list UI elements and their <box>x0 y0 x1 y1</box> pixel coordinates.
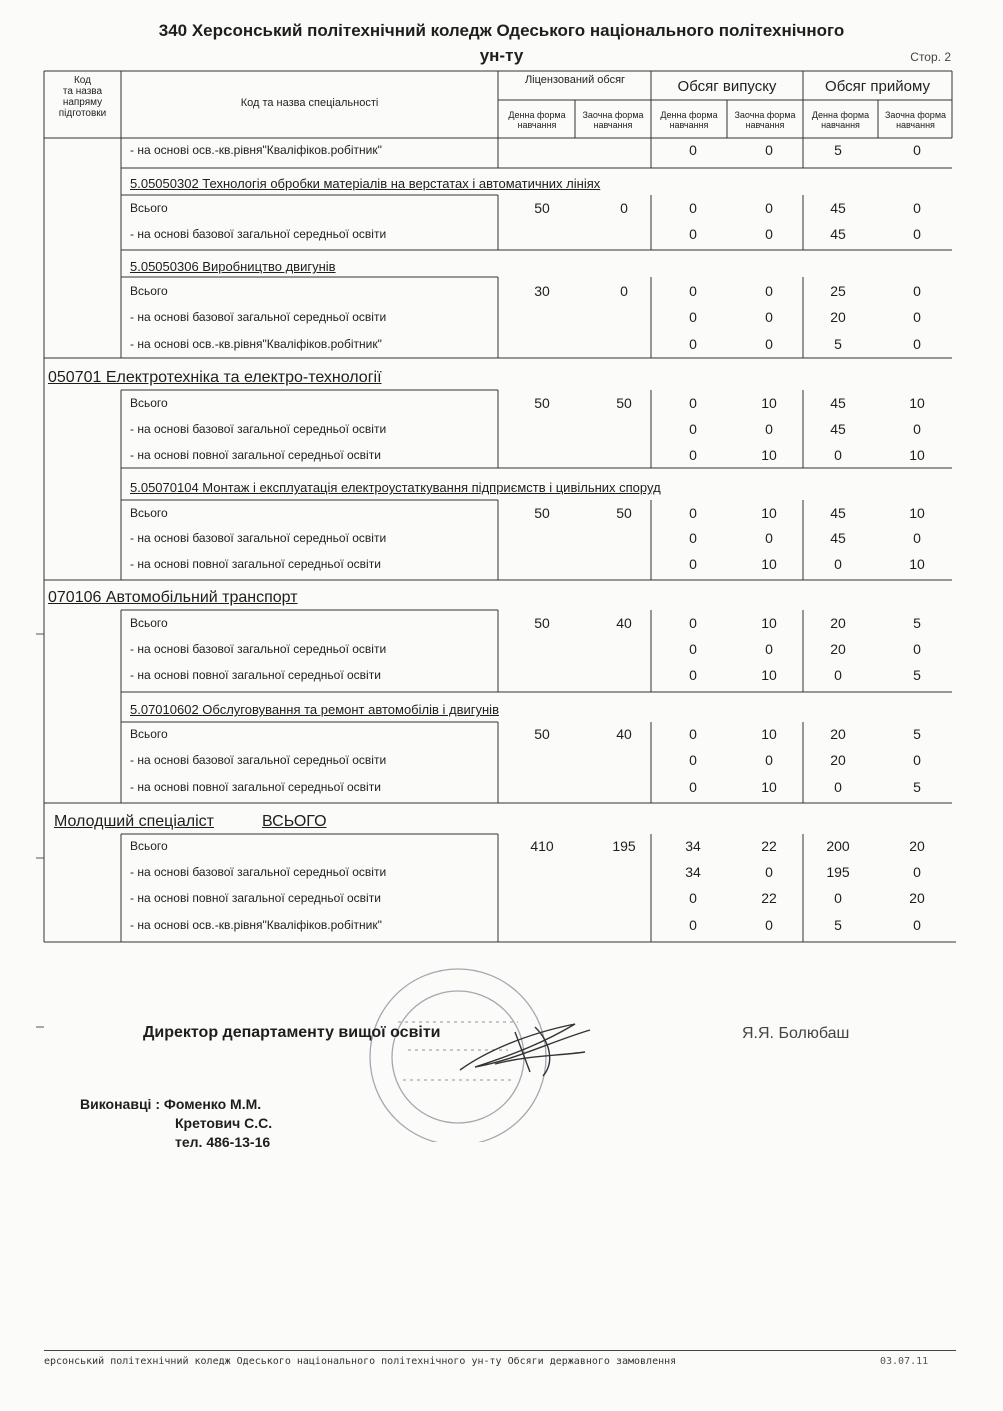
total-title-suffix: ВСЬОГО <box>262 813 327 830</box>
signatory-name: Я.Я. Болюбаш <box>742 1025 850 1042</box>
cell-in-ext: 0 <box>913 641 921 657</box>
cell-in-ext: 0 <box>913 142 921 158</box>
cell-in-day: 20 <box>830 641 846 657</box>
cell-out-ext: 0 <box>765 421 773 437</box>
row-label: - на основі базової загальної середньої освіти <box>130 753 387 767</box>
cell-out-day: 0 <box>689 309 697 325</box>
header-intake-volume: Обсяг прийому <box>825 78 930 95</box>
header-output-extramural: Заочна форма навчання <box>734 110 796 130</box>
cell-in-day: 5 <box>834 142 842 158</box>
cell-out-day: 0 <box>689 142 697 158</box>
row-label: - на основі базової загальної середньої освіти <box>130 310 387 324</box>
cell-in-ext: 10 <box>909 395 925 411</box>
cell-lic-ext: 0 <box>620 200 628 216</box>
header-intake-day: Денна форма навчання <box>811 110 870 130</box>
header-code-direction: Код та назва напряму підготовки <box>58 75 107 119</box>
cell-out-day: 0 <box>689 615 697 631</box>
cell-in-ext: 0 <box>913 917 921 933</box>
handwritten-signature <box>455 1012 595 1082</box>
header-specialty: Код та назва спеціальності <box>240 97 379 109</box>
cell-out-ext: 0 <box>765 864 773 880</box>
specialty-title: 5.05050302 Технологія обробки матеріалів на верстатах і автоматичних лініях <box>130 176 601 191</box>
cell-in-ext: 0 <box>913 309 921 325</box>
row-label: Всього <box>130 839 168 853</box>
cell-lic-day: 30 <box>534 283 550 299</box>
cell-lic-ext: 50 <box>616 505 632 521</box>
document-title-continued: ун-ту <box>479 46 524 65</box>
cell-in-ext: 20 <box>909 890 925 906</box>
cell-out-day: 0 <box>689 779 697 795</box>
cell-lic-day: 50 <box>534 726 550 742</box>
executors-label: Виконавці : Фоменко М.М. <box>80 1096 262 1112</box>
cell-in-ext: 5 <box>913 667 921 683</box>
cell-in-ext: 0 <box>913 200 921 216</box>
cell-in-day: 5 <box>834 336 842 352</box>
row-label: - на основі базової загальної середньої освіти <box>130 422 387 436</box>
cell-in-ext: 0 <box>913 226 921 242</box>
specialty-title: 5.05070104 Монтаж і експлуатація електроустаткування підприємств і цивільних споруд <box>130 480 661 495</box>
cell-in-ext: 0 <box>913 752 921 768</box>
cell-out-ext: 0 <box>765 309 773 325</box>
row-label: Всього <box>130 616 168 630</box>
cell-in-day: 45 <box>830 395 846 411</box>
cell-out-ext: 0 <box>765 283 773 299</box>
cell-out-ext: 10 <box>761 615 777 631</box>
executor-second: Кретович С.С. <box>175 1115 273 1131</box>
cell-out-day: 0 <box>689 917 697 933</box>
cell-out-day: 0 <box>689 226 697 242</box>
row-label: - на основі повної загальної середньої освіти <box>130 891 381 905</box>
cell-out-day: 0 <box>689 556 697 572</box>
footer-rule <box>44 1350 956 1351</box>
cell-in-ext: 0 <box>913 530 921 546</box>
cell-in-ext: 5 <box>913 779 921 795</box>
total-title <box>54 813 327 831</box>
cell-out-ext: 10 <box>761 447 777 463</box>
cell-in-ext: 5 <box>913 615 921 631</box>
cell-in-day: 45 <box>830 421 846 437</box>
cell-in-day: 20 <box>830 726 846 742</box>
cell-in-day: 0 <box>834 667 842 683</box>
cell-out-ext: 0 <box>765 641 773 657</box>
row-label: - на основі базової загальної середньої освіти <box>130 865 387 879</box>
cell-out-ext: 0 <box>765 142 773 158</box>
footer-text: ерсонський політехнічний коледж Одеського національного політехнічного ун-ту Обсяги державного замовлення <box>44 1356 677 1367</box>
row-label: - на основі осв.-кв.рівня"Кваліфіков.робітник" <box>130 918 382 932</box>
cell-in-ext: 10 <box>909 447 925 463</box>
cell-out-day: 0 <box>689 890 697 906</box>
cell-in-ext: 0 <box>913 336 921 352</box>
cell-in-day: 45 <box>830 530 846 546</box>
cell-in-day: 0 <box>834 890 842 906</box>
cell-out-day: 0 <box>689 530 697 546</box>
cell-in-ext: 20 <box>909 838 925 854</box>
cell-lic-day: 50 <box>534 505 550 521</box>
cell-out-ext: 10 <box>761 505 777 521</box>
cell-in-day: 5 <box>834 917 842 933</box>
cell-in-ext: 5 <box>913 726 921 742</box>
cell-out-ext: 10 <box>761 779 777 795</box>
row-label: - на основі осв.-кв.рівня"Кваліфіков.робітник" <box>130 143 382 157</box>
cell-out-day: 0 <box>689 505 697 521</box>
cell-in-ext: 0 <box>913 864 921 880</box>
direction-title: 070106 Автомобільний транспорт <box>48 589 298 606</box>
cell-lic-ext: 40 <box>616 726 632 742</box>
page-number: Стор. 2 <box>910 50 951 64</box>
cell-out-ext: 0 <box>765 226 773 242</box>
cell-out-day: 0 <box>689 421 697 437</box>
row-label: Всього <box>130 727 168 741</box>
cell-out-day: 0 <box>689 447 697 463</box>
row-label: Всього <box>130 284 168 298</box>
cell-out-ext: 0 <box>765 917 773 933</box>
header-licensed-extramural: Заочна форма навчання <box>582 110 644 130</box>
footer-date: 03.07.11 <box>880 1356 929 1367</box>
cell-in-ext: 0 <box>913 283 921 299</box>
cell-out-ext: 0 <box>765 336 773 352</box>
cell-out-ext: 0 <box>765 752 773 768</box>
specialty-title: 5.07010602 Обслуговування та ремонт автомобілів і двигунів <box>130 702 499 717</box>
cell-lic-day: 50 <box>534 395 550 411</box>
cell-out-day: 0 <box>689 752 697 768</box>
cell-in-day: 20 <box>830 752 846 768</box>
cell-in-day: 20 <box>830 615 846 631</box>
cell-in-day: 0 <box>834 779 842 795</box>
header-intake-extramural: Заочна форма навчання <box>884 110 947 130</box>
cell-out-day: 34 <box>685 838 701 854</box>
cell-out-day: 0 <box>689 283 697 299</box>
row-label: - на основі базової загальної середньої освіти <box>130 531 387 545</box>
cell-out-ext: 0 <box>765 530 773 546</box>
row-label: - на основі повної загальної середньої освіти <box>130 668 381 682</box>
cell-lic-ext: 40 <box>616 615 632 631</box>
cell-lic-ext: 0 <box>620 283 628 299</box>
cell-out-ext: 10 <box>761 726 777 742</box>
direction-title: 050701 Електротехніка та електро-технології <box>48 369 382 386</box>
cell-in-day: 0 <box>834 447 842 463</box>
cell-lic-ext: 50 <box>616 395 632 411</box>
cell-in-ext: 10 <box>909 505 925 521</box>
row-label: - на основі базової загальної середньої освіти <box>130 227 387 241</box>
cell-out-ext: 10 <box>761 395 777 411</box>
row-label: - на основі повної загальної середньої освіти <box>130 780 381 794</box>
cell-in-day: 20 <box>830 309 846 325</box>
cell-out-day: 0 <box>689 667 697 683</box>
cell-in-day: 45 <box>830 200 846 216</box>
cell-in-day: 0 <box>834 556 842 572</box>
cell-out-day: 0 <box>689 336 697 352</box>
row-label: Всього <box>130 396 168 410</box>
document-title: 340 Херсонський політехнічний коледж Одеського національного політехнічного <box>158 21 845 40</box>
cell-lic-day: 50 <box>534 615 550 631</box>
row-label: - на основі осв.-кв.рівня"Кваліфіков.робітник" <box>130 337 382 351</box>
cell-in-day: 195 <box>826 864 850 880</box>
signatory-position: Директор департаменту вищої освіти <box>143 1024 441 1041</box>
cell-in-day: 200 <box>826 838 850 854</box>
cell-out-day: 34 <box>685 864 701 880</box>
cell-out-day: 0 <box>689 726 697 742</box>
cell-out-ext: 22 <box>761 890 777 906</box>
cell-out-day: 0 <box>689 395 697 411</box>
cell-in-ext: 10 <box>909 556 925 572</box>
row-label: Всього <box>130 201 168 215</box>
cell-in-day: 45 <box>830 226 846 242</box>
cell-lic-ext: 195 <box>612 838 636 854</box>
header-output-volume: Обсяг випуску <box>677 78 777 95</box>
row-label: - на основі базової загальної середньої освіти <box>130 642 387 656</box>
specialty-title: 5.05050306 Виробництво двигунів <box>130 259 336 274</box>
cell-in-day: 25 <box>830 283 846 299</box>
header-output-day: Денна форма навчання <box>660 110 718 130</box>
cell-out-day: 0 <box>689 641 697 657</box>
row-label: - на основі повної загальної середньої освіти <box>130 557 381 571</box>
cell-lic-day: 410 <box>530 838 554 854</box>
official-stamp <box>368 962 658 1142</box>
cell-lic-day: 50 <box>534 200 550 216</box>
header-licensed-day: Денна форма навчання <box>508 110 566 130</box>
cell-out-ext: 22 <box>761 838 777 854</box>
cell-in-day: 45 <box>830 505 846 521</box>
cell-out-ext: 10 <box>761 667 777 683</box>
cell-out-ext: 0 <box>765 200 773 216</box>
cell-out-day: 0 <box>689 200 697 216</box>
header-licensed-volume: Ліцензований обсяг <box>524 74 626 86</box>
executor-phone: тел. 486-13-16 <box>175 1134 271 1150</box>
row-label: - на основі повної загальної середньої освіти <box>130 448 381 462</box>
total-title-label: Молодший спеціаліст <box>54 813 215 830</box>
row-label: Всього <box>130 506 168 520</box>
cell-out-ext: 10 <box>761 556 777 572</box>
cell-in-ext: 0 <box>913 421 921 437</box>
